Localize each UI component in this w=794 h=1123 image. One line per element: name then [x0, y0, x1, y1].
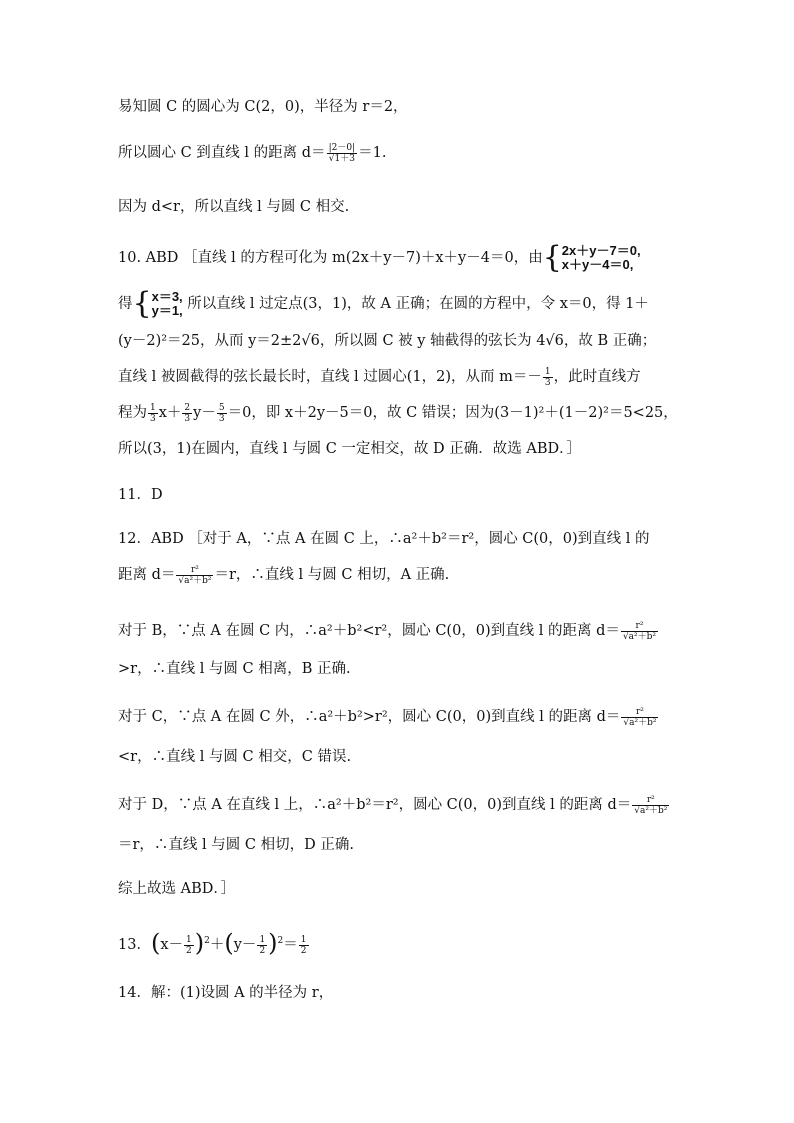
text-line-14: >r，∴直线 l 与圆 C 相离，B 正确. — [118, 661, 351, 677]
text-line-17 — [118, 794, 676, 816]
fraction-numerator: r² — [621, 621, 658, 632]
fraction-numerator: r² — [621, 707, 658, 718]
fraction — [176, 565, 213, 586]
equation-system — [562, 244, 641, 272]
paren: ( — [150, 929, 161, 957]
text-line-18: ＝r，∴直线 l 与圆 C 相切，D 正确. — [118, 837, 354, 853]
fraction-denominator: 3 — [218, 413, 225, 424]
text-segment: 得 — [118, 296, 133, 312]
system-row: x＝3, — [151, 289, 183, 304]
text-line-13 — [118, 620, 676, 642]
text-segment: 程为 — [118, 405, 147, 421]
fraction — [148, 403, 158, 424]
text-line-1: 易知圆 C 的圆心为 C(2，0)，半径为 r＝2， — [118, 99, 408, 115]
fraction — [621, 707, 658, 728]
equation-system — [152, 290, 183, 318]
text-segment: 对于 C，∵点 A 在圆 C 外，∴a²＋b²>r²，圆心 C(0，0)到直线 l 的距离 d＝ — [118, 709, 621, 725]
text-segment: x＋ — [158, 405, 182, 421]
superscript: 2 — [204, 936, 210, 946]
fraction-numerator: |2－0| — [328, 142, 356, 153]
system-row: y＝1, — [151, 303, 183, 318]
text-line-10: 11．D — [118, 487, 163, 503]
text-segment: 13． — [118, 937, 151, 953]
paren: ( — [224, 929, 234, 957]
text-line-15 — [118, 706, 676, 728]
text-line-9: 所以(3，1)在圆内，直线 l 与圆 C 一定相交，故 D 正确．故选 ABD．］ — [118, 441, 581, 457]
fraction-numerator: r² — [176, 565, 213, 576]
text-segment: 所以圆心 C 到直线 l 的距离 d＝ — [118, 145, 326, 161]
text-segment: 距离 d＝ — [118, 567, 176, 583]
fraction-numerator: 1 — [150, 402, 156, 413]
text-segment: 对于 B，∵点 A 在圆 C 内，∴a²＋b²<r²，圆心 C(0，0)到直线 l 的距离 d＝ — [118, 623, 620, 639]
text-segment: ＝0，即 x＋2y－5＝0，故 C 错误；因为(3－1)²＋(1－2)²＝5<25， — [227, 405, 678, 421]
text-line-8 — [118, 402, 676, 424]
fraction — [257, 935, 267, 956]
text-line-3: 因为 d<r，所以直线 l 与圆 C 相交. — [118, 199, 350, 215]
text-line-2 — [118, 142, 676, 164]
text-line-16: <r，∴直线 l 与圆 C 相交，C 错误. — [118, 749, 352, 765]
fraction-numerator: 1 — [259, 934, 266, 945]
text-line-5 — [118, 286, 676, 321]
fraction-denominator: √a²＋b² — [634, 805, 668, 816]
fraction-numerator: 2 — [184, 402, 191, 413]
text-segment: ＝1. — [358, 145, 387, 161]
text-line-11: 12．ABD ［对于 A，∵点 A 在圆 C 上，∴a²＋b²＝r²，圆心 C(0，0)到直线 l 的 — [118, 531, 650, 547]
text-segment: 直线 l 被圆截得的弦长最长时，直线 l 过圆心(1，2)，从而 m＝－ — [118, 369, 542, 385]
fraction-numerator: 1 — [300, 934, 307, 945]
fraction — [182, 403, 192, 424]
text-segment: ，此时直线方 — [553, 369, 641, 385]
fraction-denominator: √1＋3 — [328, 153, 355, 164]
fraction-numerator: 5 — [218, 402, 225, 413]
text-line-6: (y－2)²＝25，从而 y＝2±2√6，所以圆 C 被 y 轴截得的弦长为 4√6，故 B 正确； — [118, 333, 657, 349]
fraction-numerator: r² — [632, 795, 669, 806]
fraction-denominator: 3 — [184, 413, 191, 424]
system-row: 2x＋y－7＝0, — [561, 243, 641, 258]
text-line-20 — [118, 930, 676, 956]
fraction-denominator: 3 — [544, 377, 551, 388]
paren: ) — [194, 929, 205, 957]
text-segment: x－ — [160, 937, 184, 953]
text-segment: ＋ — [209, 937, 225, 953]
text-segment: 所以直线 l 过定点(3，1)，故 A 正确；在圆的方程中，令 x＝0，得 1＋ — [187, 296, 649, 312]
fraction — [632, 795, 669, 816]
text-line-19: 综上故选 ABD．］ — [118, 881, 236, 897]
fraction-denominator: 2 — [259, 945, 266, 956]
fraction-numerator: 1 — [186, 934, 192, 945]
fraction — [217, 403, 227, 424]
text-line-12 — [118, 564, 676, 586]
fraction-denominator: 3 — [150, 413, 156, 424]
text-segment: 10. ABD ［直线 l 的方程可化为 m(2x＋y－7)＋x＋y－4＝0，由 — [118, 250, 543, 266]
fraction-denominator: √a²＋b² — [623, 717, 657, 728]
fraction-denominator: √a²＋b² — [178, 575, 212, 586]
text-segment: ＝ — [283, 937, 298, 953]
text-segment: ＝r，∴直线 l 与圆 C 相切，A 正确. — [214, 567, 450, 583]
fraction — [184, 935, 194, 956]
brace-icon: { — [542, 240, 562, 275]
fraction — [327, 143, 358, 164]
system-row: x＋y－4＝0, — [561, 257, 634, 272]
text-segment: y－ — [233, 937, 257, 953]
superscript: 2 — [277, 936, 284, 946]
text-line-7 — [118, 366, 676, 388]
fraction-denominator: √a²＋b² — [622, 631, 657, 642]
text-segment: y－ — [193, 405, 216, 421]
fraction-denominator: 2 — [186, 945, 192, 956]
text-segment: 对于 D，∵点 A 在直线 l 上，∴a²＋b²＝r²，圆心 C(0，0)到直线 l 的距离 d＝ — [118, 797, 632, 813]
fraction — [543, 367, 553, 388]
text-line-21: 14．解：(1)设圆 A 的半径为 r， — [118, 985, 334, 1001]
paren: ) — [268, 929, 278, 957]
fraction — [299, 935, 309, 956]
fraction — [621, 621, 658, 642]
fraction-numerator: 1 — [544, 366, 551, 377]
text-line-4 — [118, 240, 676, 275]
fraction-denominator: 2 — [300, 945, 307, 956]
brace-icon: { — [132, 286, 152, 321]
